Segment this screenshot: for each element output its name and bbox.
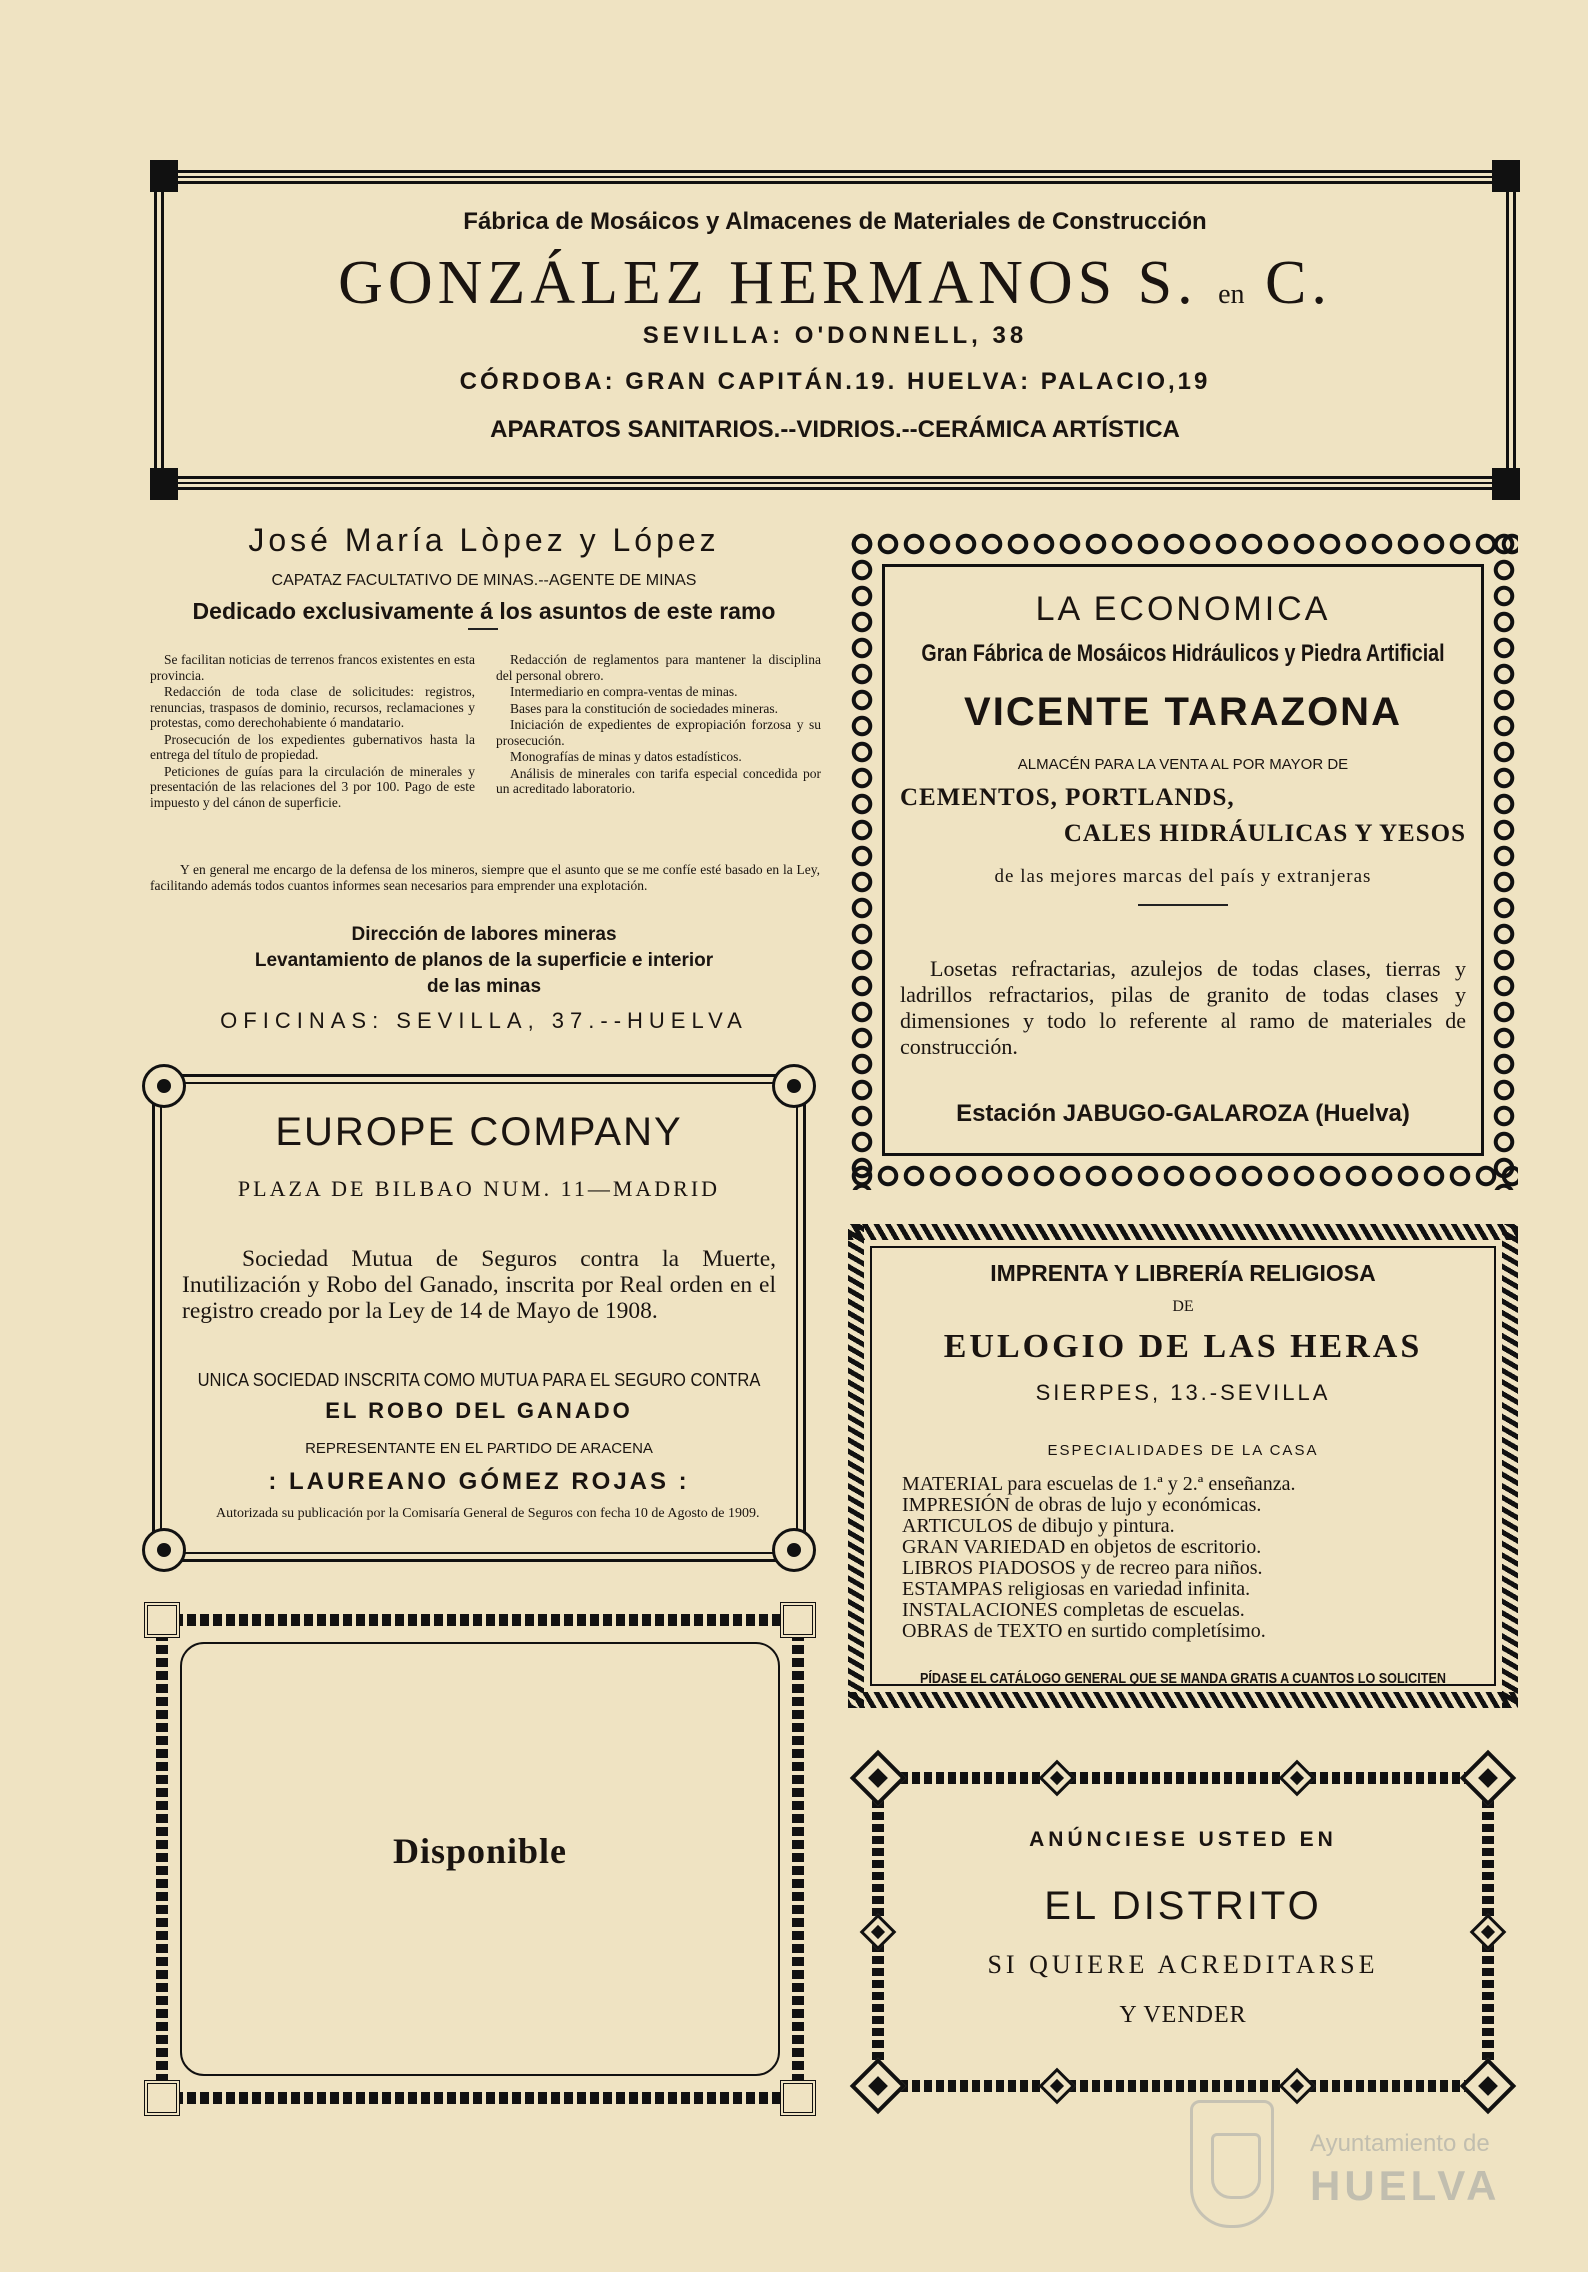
gonzalez-address-others: CÓRDOBA: GRAN CAPITÁN.19. HUELVA: PALACIO,19 [459, 368, 1211, 395]
europe-address: PLAZA DE BILBAO NUM. 11—MADRID [237, 1176, 721, 1201]
watermark-line1: Ayuntamiento de [1310, 2130, 1490, 2157]
anunciese-line3: SI QUIERE ACREDITARSE [987, 1950, 1379, 1979]
jose-general: Y en general me encargo de la defensa de los mineros, siempre que el asunto que se me confíe esté basado en la Ley, facilitando además todos cuantos informes sean necesarios para emprender una explotación. [150, 862, 820, 893]
gonzalez-address-sevilla: SEVILLA: O'DONNELL, 38 [642, 322, 1028, 349]
ad-la-economica [848, 530, 1518, 1190]
jose-paragraph: Redacción de toda clase de solicitudes: registros, renuncias, traspasos de dominio, recursos, reclamaciones y protestas, como derechohabiente ó mandatario. [150, 684, 475, 730]
diamond-ornament [1279, 1760, 1316, 1797]
corner-ornament [780, 1602, 816, 1638]
chain-border [848, 530, 876, 1190]
europe-title: EUROPE COMPANY [275, 1110, 683, 1154]
jose-office: OFICINAS: SEVILLA, 37.--HUELVA [220, 1008, 748, 1033]
corner-diamond [1460, 1750, 1517, 1807]
jose-right-column [496, 652, 821, 798]
gonzalez-subtitle: Fábrica de Mosáicos y Almacenes de Materiales de Construcción [463, 208, 1207, 235]
dash-border [888, 2080, 1478, 2092]
divider [468, 628, 498, 630]
corner-ornament [144, 2080, 180, 2116]
jose-paragraph: Se facilitan noticias de terrenos francos existentes en esta provincia. [150, 652, 475, 683]
list-item: GRAN VARIEDAD en objetos de escritorio. [902, 1536, 1262, 1558]
chain-border [848, 530, 1518, 558]
corner-square [150, 160, 178, 192]
diamond-ornament [1039, 1760, 1076, 1797]
europe-robo: EL ROBO DEL GANADO [325, 1398, 633, 1423]
diamond-ornament [1279, 2068, 1316, 2105]
list-item: ARTICULOS de dibujo y pintura. [902, 1515, 1175, 1537]
divider [1138, 904, 1228, 906]
economica-body: Losetas refractarias, azulejos de todas clases, tierras y ladrillos refractarios, pilas de granito de todas clases y dimensiones y todo lo referente al ramo de materiales de construcción. [900, 956, 1466, 1059]
ad-jose-maria-lopez [148, 522, 820, 1042]
jose-paragraph: Monografías de minas y datos estadísticos. [510, 749, 742, 764]
ad-europe-company [146, 1068, 812, 1568]
jose-role: CAPATAZ FACULTATIVO DE MINAS.--AGENTE DE MINAS [271, 572, 697, 589]
economica-title: LA ECONOMICA [1035, 590, 1331, 628]
imprenta-de: DE [1172, 1298, 1194, 1315]
imprenta-address: SIERPES, 13.-SEVILLA [1035, 1380, 1331, 1405]
jose-left-column [150, 652, 475, 811]
jose-paragraph: Análisis de minerales con tarifa especial concedida por un acreditado laboratorio. [496, 765, 821, 796]
jose-paragraph: Redacción de reglamentos para mantener la disciplina del personal obrero. [496, 652, 821, 683]
list-item: INSTALACIONES completas de escuelas. [902, 1599, 1245, 1621]
ad-imprenta-religiosa [848, 1224, 1518, 1708]
corner-ornament [780, 2080, 816, 2116]
anunciese-line2: EL DISTRITO [1044, 1884, 1322, 1928]
imprenta-pidase: PÍDASE EL CATÁLOGO GENERAL QUE SE MANDA GRATIS A CUANTOS LO SOLICITEN [920, 1670, 1446, 1687]
rope-border [848, 1224, 864, 1708]
dash-border [174, 2092, 786, 2104]
europe-unica: UNICA SOCIEDAD INSCRITA COMO MUTUA PARA EL SEGURO CONTRA [197, 1370, 761, 1390]
rope-border [1502, 1224, 1518, 1708]
corner-scroll [772, 1064, 816, 1108]
jose-paragraph: Intermediario en compra-ventas de minas. [510, 684, 738, 699]
imprenta-list [902, 1474, 1468, 1642]
europe-body: Sociedad Mutua de Seguros contra la Muerte, Inutilización y Robo del Ganado, inscrita por Real orden en el registro creado por la Ley de 14 de Mayo de 1908. [182, 1246, 776, 1324]
gonzalez-name [150, 248, 1520, 319]
list-item: OBRAS de TEXTO en surtido completísimo. [902, 1620, 1266, 1642]
imprenta-title: IMPRENTA Y LIBRERÍA RELIGIOSA [990, 1260, 1376, 1286]
dash-border [888, 1772, 1478, 1784]
list-item: ESTAMPAS religiosas en variedad infinita. [902, 1578, 1251, 1600]
corner-ornament [144, 1602, 180, 1638]
jose-direction: de las minas [426, 976, 542, 997]
anunciese-line1: ANÚNCIESE USTED EN [1029, 1828, 1337, 1851]
gonzalez-products: APARATOS SANITARIOS.--VIDRIOS.--CERÁMICA ARTÍSTICA [490, 416, 1180, 443]
watermark-line2: HUELVA [1310, 2162, 1501, 2209]
ad-gonzalez-hermanos [150, 160, 1520, 500]
economica-cales: CALES HIDRÁULICAS Y YESOS [1063, 820, 1466, 847]
europe-laureano: : LAUREANO GÓMEZ ROJAS : [268, 1468, 690, 1495]
jose-dedication: Dedicado exclusivamente á los asuntos de este ramo [192, 598, 776, 624]
list-item: LIBROS PIADOSOS y de recreo para niños. [902, 1557, 1263, 1579]
bottom-rule [168, 476, 1502, 490]
corner-square [1492, 160, 1520, 192]
top-rule [168, 170, 1502, 184]
europe-autorizada: Autorizada su publicación por la Comisaría General de Seguros con fecha 10 de Agosto de 1909. [216, 1506, 760, 1521]
coat-of-arms-icon [1190, 2100, 1274, 2228]
chain-border [848, 1162, 1518, 1190]
list-item: IMPRESIÓN de obras de lujo y económicas. [902, 1494, 1262, 1516]
diamond-ornament [1039, 2068, 1076, 2105]
corner-scroll [142, 1528, 186, 1572]
anunciese-line4: Y VENDER [1119, 2002, 1247, 2028]
list-item: MATERIAL para escuelas de 1.ª y 2.ª enseñanza. [902, 1473, 1296, 1495]
jose-paragraph: Bases para la constitución de sociedades mineras. [510, 700, 779, 716]
watermark [1190, 2100, 1530, 2240]
corner-scroll [772, 1528, 816, 1572]
gonzalez-name-c: C. [1265, 249, 1332, 317]
economica-name: VICENTE TARAZONA [964, 690, 1402, 734]
corner-square [150, 468, 178, 500]
corner-scroll [142, 1064, 186, 1108]
jose-paragraph: Prosecución de los expedientes gubernativos hasta la entrega del título de propiedad. [150, 731, 475, 762]
rope-border [848, 1692, 1518, 1708]
economica-cementos: CEMENTOS, PORTLANDS, [900, 784, 1235, 811]
corner-diamond [850, 1750, 907, 1807]
rope-border [848, 1224, 1518, 1240]
economica-marcas: de las mejores marcas del país y extranjeras [994, 866, 1372, 887]
economica-subtitle: Gran Fábrica de Mosáicos Hidráulicos y Piedra Artificial [921, 640, 1445, 667]
ad-disponible [144, 1602, 816, 2116]
imprenta-especialidades: ESPECIALIDADES DE LA CASA [1047, 1442, 1319, 1459]
ad-anunciese [844, 1744, 1522, 2120]
europe-representante: REPRESENTANTE EN EL PARTIDO DE ARACENA [305, 1440, 653, 1457]
corner-diamond [850, 2058, 907, 2115]
gonzalez-name-main: GONZÁLEZ HERMANOS S. [338, 249, 1198, 317]
dash-border [174, 1614, 786, 1626]
frame-top [164, 1074, 794, 1084]
gonzalez-name-en: en [1218, 279, 1245, 310]
jose-direction: Dirección de labores mineras [351, 924, 617, 945]
economica-almacen: ALMACÉN PARA LA VENTA AL POR MAYOR DE [1017, 756, 1349, 773]
jose-direction: Levantamiento de planos de la superficie e interior [254, 950, 714, 971]
disponible-text: Disponible [392, 1831, 568, 1871]
jose-name: José María Lòpez y López [248, 522, 720, 558]
corner-square [1492, 468, 1520, 500]
jose-paragraph: Peticiones de guías para la circulación de minerales y presentación de las relaciones del 3 por 100. Pago de este impuesto y del cánon de superficie. [150, 763, 475, 810]
frame-bottom [164, 1552, 794, 1562]
imprenta-name: EULOGIO DE LAS HERAS [943, 1328, 1423, 1365]
chain-border [1490, 530, 1518, 1190]
jose-paragraph: Iniciación de expedientes de expropiación forzosa y su prosecución. [496, 717, 821, 748]
economica-station: Estación JABUGO-GALAROZA (Huelva) [956, 1100, 1410, 1127]
